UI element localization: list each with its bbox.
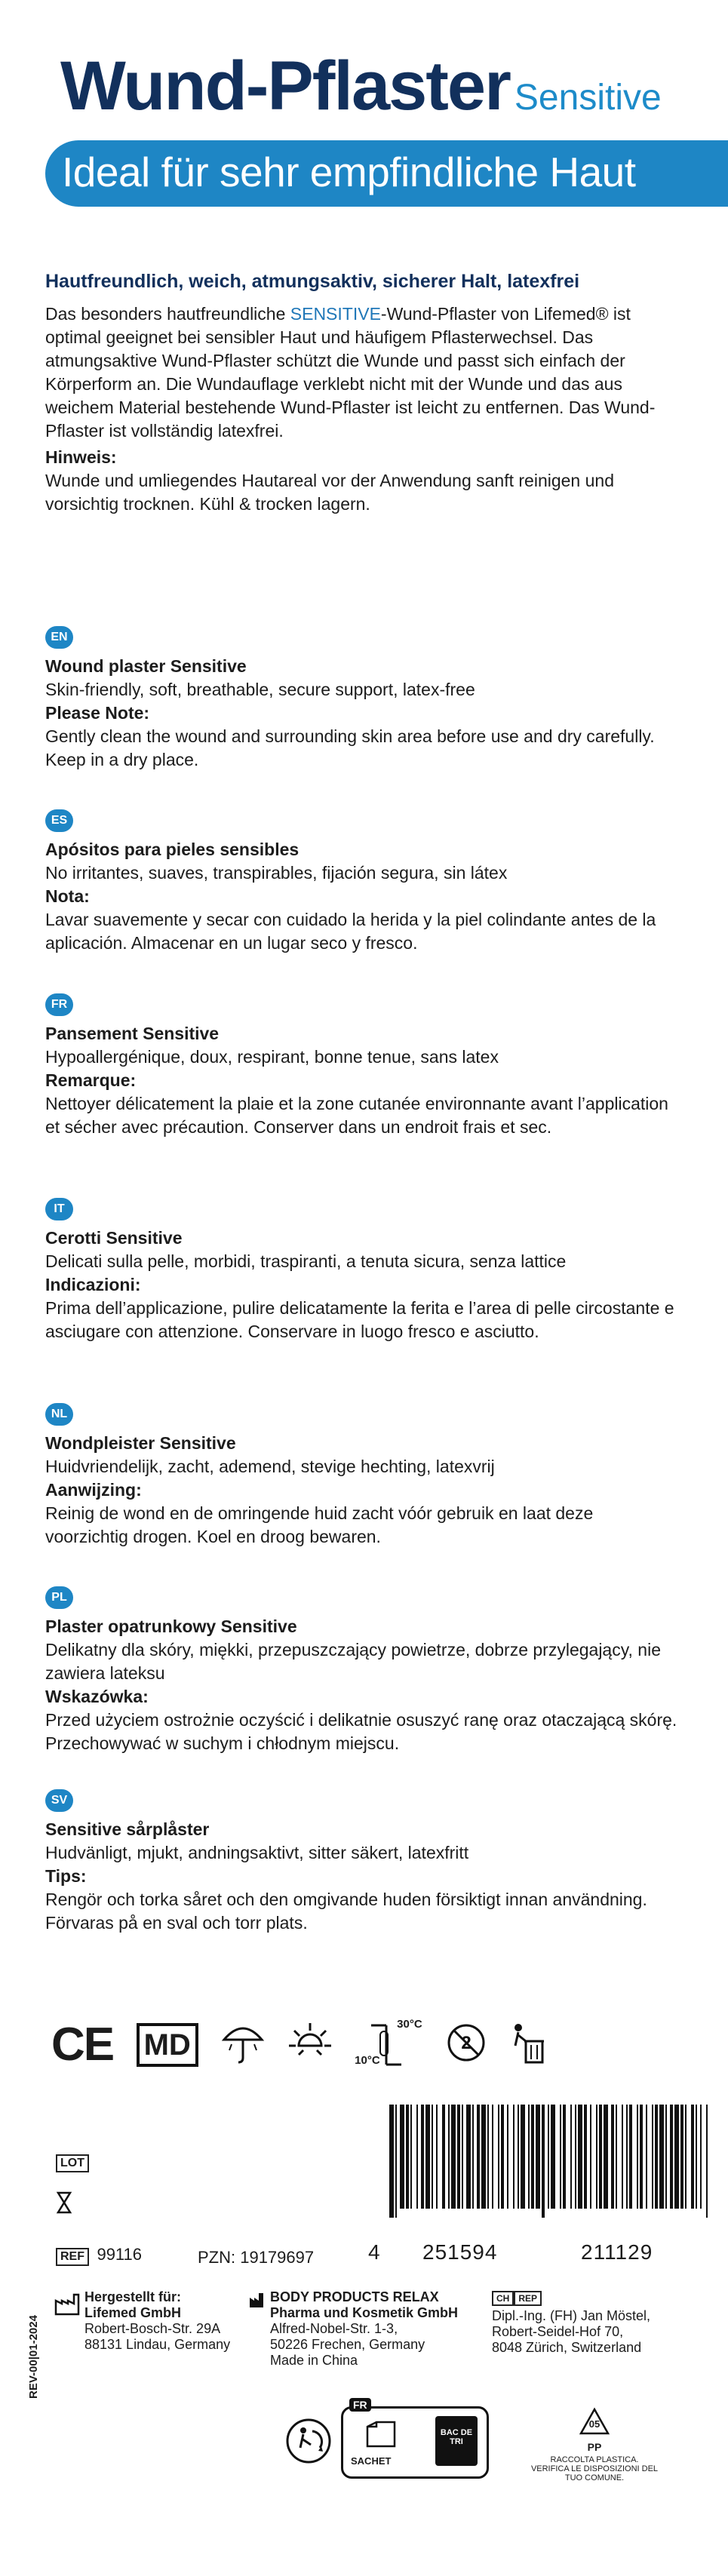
barcode-bar [410, 2105, 412, 2209]
barcode-bar [498, 2105, 499, 2209]
temp-min: 10°C [355, 2053, 380, 2067]
de-lead: Hautfreundlich, weich, atmungsaktiv, sicherer Halt, latexfrei [45, 271, 580, 292]
manufacturer-label: Hergestellt für: [84, 2289, 182, 2304]
lang-badge: FR [45, 993, 73, 1016]
sun-icon [288, 2020, 332, 2069]
lang-section-nl [45, 1403, 679, 1549]
barcode-bar [655, 2105, 658, 2209]
lang-features: Hypoallergénique, doux, respirant, bonne tenue, sans latex [45, 1047, 499, 1067]
sachet-label: SACHET [351, 2455, 392, 2467]
producer-name: BODY PRODUCTS RELAX [270, 2289, 439, 2304]
barcode-bar [685, 2105, 687, 2209]
barcode-bar [659, 2105, 664, 2209]
lot-box: LOT [56, 2154, 89, 2172]
barcode-bar [432, 2105, 433, 2209]
barcode-bar [640, 2105, 643, 2209]
triman-icon [285, 2418, 332, 2468]
manufacturer-street: Robert-Bosch-Str. 29A [84, 2321, 221, 2336]
manufacturer-city: 88131 Lindau, Germany [84, 2337, 231, 2352]
ref-box: REF [56, 2248, 89, 2266]
lang-note: Nettoyer délicatement la plaie et la zone cutanée environnante avant l’application et sécher avec précaution. Conserver dans un endroit frais et sec. [45, 1094, 668, 1137]
barcode-bar [626, 2105, 628, 2209]
recycling-note-3: TUO COMUNE. [564, 2473, 625, 2482]
barcode-bar [611, 2105, 614, 2209]
barcode-bar [622, 2105, 623, 2209]
lang-product-name: Apósitos para pieles sensibles [45, 840, 299, 859]
lang-note-label: Please Note: [45, 703, 150, 723]
ch-rep-badge [492, 2291, 542, 2306]
sorting-bin-icon [435, 2416, 478, 2466]
barcode-bar [584, 2105, 587, 2209]
svg-text:2: 2 [460, 2033, 472, 2053]
barcode-bar [395, 2105, 397, 2218]
de-section [45, 270, 679, 516]
lang-note-label: Wskazówka: [45, 1687, 149, 1706]
hourglass-icon [56, 2191, 72, 2218]
temp-max: 30°C [397, 2017, 422, 2031]
revision: REV-00|01-2024 [27, 2315, 40, 2399]
barcode-bar [425, 2105, 430, 2209]
recycling-note [511, 2455, 677, 2482]
de-note-label: Hinweis: [45, 447, 117, 467]
barcode-bar [442, 2105, 445, 2209]
barcode-bar [551, 2105, 555, 2209]
lang-note: Gently clean the wound and surrounding skin area before use and dry carefully. Keep in a dry place. [45, 726, 655, 769]
barcode-bar [575, 2105, 576, 2209]
material-code: PP [587, 2441, 602, 2453]
manufacturer-block [84, 2289, 230, 2353]
barcode-bar [637, 2105, 638, 2209]
lang-badge: IT [45, 1198, 73, 1220]
lang-note: Przed użyciem ostrożnie oczyścić i delikatnie osuszyć ranę oraz otaczającą skórę. Przechowywać w suchym i chłodnym miejscu. [45, 1710, 677, 1753]
barcode-digits-right: 211129 [581, 2240, 653, 2264]
sorting-info [341, 2399, 489, 2479]
representative-name: Dipl.-Ing. (FH) Jan Möstel, [492, 2308, 651, 2323]
representative-block [492, 2308, 650, 2356]
lang-note: Rengör och torka såret och den omgivande huden försiktigt innan användning. Förvaras på en sval och torr plats. [45, 1890, 647, 1933]
lang-section-en [45, 626, 679, 772]
tagline: Ideal für sehr empfindliche Haut [62, 149, 636, 195]
temperature-limit-icon [355, 2017, 422, 2069]
producer-origin: Made in China [270, 2353, 358, 2368]
producer-city: 50226 Frechen, Germany [270, 2337, 425, 2352]
barcode-bar [652, 2105, 653, 2209]
lang-badge: SV [45, 1789, 73, 1812]
barcode-bar [570, 2105, 572, 2209]
de-intro-after: -Wund-Pflaster von Lifemed® ist optimal geeignet bei sensibler Haut und häufigem Pflasterwechsel. Das atmungsaktive Wund-Pflaster schützt die Wunde und passt sich einfach der Körperform an. Die Wundauflage verklebt nicht mit der Wunde und das aus weichem Material bestehende Wund-Pflaster ist leicht zu entfernen. Das Wund-Pflaster ist vollständig latexfrei. [45, 304, 656, 441]
lang-features: Skin-friendly, soft, breathable, secure support, latex-free [45, 680, 475, 699]
producer-company: Pharma und Kosmetik GmbH [270, 2305, 459, 2320]
lang-product-name: Pansement Sensitive [45, 1024, 220, 1043]
title-main: Wund-Pflaster [60, 48, 510, 124]
barcode-bar [492, 2105, 493, 2209]
barcode-bar [462, 2105, 463, 2209]
barcode-bar [560, 2105, 561, 2209]
umbrella-icon [221, 2020, 265, 2069]
barcode-bar [616, 2105, 617, 2209]
lang-section-it [45, 1198, 679, 1343]
lang-note: Prima dell’applicazione, pulire delicatamente la ferita e l’area di pelle circostante e asciugare con attenzione. Conservare in luogo fresco e asciutto. [45, 1298, 674, 1341]
producer-block [270, 2289, 458, 2369]
barcode-bar [590, 2105, 591, 2209]
barcode-bar [646, 2105, 647, 2209]
ref-value: 99116 [97, 2245, 142, 2264]
de-note: Wunde und umliegendes Hautareal vor der Anwendung sanft reinigen und vorsichtig trocknen. Kühl & trocken lagern. [45, 471, 614, 514]
barcode-bar [389, 2105, 394, 2218]
barcode-bar [416, 2105, 418, 2209]
barcode-bar [477, 2105, 480, 2209]
barcode-bar [670, 2105, 673, 2209]
lang-features: No irritantes, suaves, transpirables, fijación segura, sin látex [45, 863, 508, 883]
barcode-bar [604, 2105, 608, 2209]
de-intro-highlight: SENSITIVE [290, 304, 381, 324]
lang-note-label: Aanwijzing: [45, 1480, 142, 1500]
barcode-bar [513, 2105, 515, 2209]
recycling-note-1: RACCOLTA PLASTICA. [550, 2455, 639, 2464]
barcode-bar [578, 2105, 582, 2209]
md-mark: MD [137, 2023, 198, 2067]
barcode-bar [542, 2105, 545, 2218]
barcode-bar [518, 2105, 519, 2209]
lang-note-label: Nota: [45, 886, 90, 906]
rep-box: REP [514, 2291, 542, 2306]
lang-features: Huidvriendelijk, zacht, ademend, stevige hechting, latexvrij [45, 1457, 495, 1476]
lang-note-label: Remarque: [45, 1070, 137, 1090]
lang-product-name: Wondpleister Sensitive [45, 1433, 236, 1453]
barcode-bar [536, 2105, 540, 2209]
bin-label: BAC DE TRI [440, 2428, 473, 2446]
lang-section-pl [45, 1586, 679, 1755]
dispose-in-bin-icon [509, 2020, 547, 2069]
fr-label: FR [349, 2398, 371, 2412]
de-intro-before: Das besonders hautfreundliche [45, 304, 290, 324]
resin-code: 05 [588, 2418, 601, 2430]
manufacturer-icon [54, 2293, 80, 2320]
product-title [60, 47, 662, 126]
barcode-bar [706, 2105, 708, 2218]
barcode-bar [451, 2105, 456, 2209]
barcode-bar [691, 2105, 694, 2209]
barcode-bar [563, 2105, 566, 2209]
barcode-bar [507, 2105, 508, 2209]
barcode-bar [596, 2105, 597, 2209]
recycling-note-2: VERIFICA LE DISPOSIZIONI DEL [530, 2464, 659, 2473]
lang-section-es [45, 809, 679, 955]
barcode-bar [457, 2105, 460, 2209]
lang-product-name: Wound plaster Sensitive [45, 656, 247, 676]
barcode-bar [521, 2105, 525, 2209]
barcode-bar [528, 2105, 530, 2209]
lang-badge: EN [45, 626, 73, 649]
lot-label [56, 2154, 89, 2172]
ref-line [56, 2245, 142, 2266]
barcode-bar [531, 2105, 534, 2209]
barcode-bar [436, 2105, 438, 2209]
barcode-bar [487, 2105, 489, 2209]
barcode-bar [599, 2105, 602, 2209]
lang-note: Lavar suavemente y secar con cuidado la herida y la piel colindante antes de la aplicación. Almacenar en un lugar seco y fresco. [45, 910, 656, 953]
representative-city: 8048 Zürich, Switzerland [492, 2340, 642, 2355]
barcode-digit-prefix: 4 [368, 2240, 381, 2264]
barcode-bar [472, 2105, 474, 2209]
title-suffix: Sensitive [514, 78, 662, 118]
representative-street: Robert-Seidel-Hof 70, [492, 2324, 624, 2339]
lang-badge: ES [45, 809, 73, 832]
barcode-bar [665, 2105, 667, 2209]
lang-section-fr [45, 993, 679, 1139]
producer-street: Alfred-Nobel-Str. 1-3, [270, 2321, 398, 2336]
lang-note-label: Tips: [45, 1866, 87, 1886]
barcode-bar [466, 2105, 471, 2209]
do-not-reuse-icon [446, 2022, 487, 2067]
barcode-bar [696, 2105, 697, 2209]
lang-badge: PL [45, 1586, 73, 1609]
barcode-bar [406, 2105, 409, 2209]
pzn: PZN: 19179697 [198, 2248, 315, 2267]
barcode-bar [674, 2105, 679, 2209]
barcode-bar [700, 2105, 702, 2209]
lang-note: Reinig de wond en de omringende huid zacht vóór gebruik en laat deze voorzichtig drogen. Koel en droog bewaren. [45, 1503, 594, 1546]
lang-product-name: Plaster opatrunkowy Sensitive [45, 1617, 297, 1636]
tagline-band [45, 140, 728, 207]
lang-features: Hudvänligt, mjukt, andningsaktivt, sitter säkert, latexfritt [45, 1843, 469, 1862]
barcode-bar [548, 2105, 549, 2209]
lang-product-name: Sensitive sårplåster [45, 1819, 210, 1839]
de-intro [45, 302, 679, 443]
barcode-bar [448, 2105, 450, 2209]
manufacturer-name: Lifemed GmbH [84, 2305, 182, 2320]
barcode-bar [400, 2105, 404, 2209]
sachet-icon [364, 2419, 398, 2449]
ce-mark: CE [51, 2019, 114, 2071]
barcode-bar [501, 2105, 504, 2209]
symbol-row [51, 2018, 567, 2071]
barcode-bar [680, 2105, 683, 2209]
barcode-bar [481, 2105, 486, 2209]
barcode-bar [421, 2105, 424, 2209]
lang-product-name: Cerotti Sensitive [45, 1228, 183, 1248]
lang-note-label: Indicazioni: [45, 1275, 141, 1294]
barcode-bar [629, 2105, 632, 2209]
ch-box: CH [492, 2291, 514, 2306]
barcode-digits-left: 251594 [422, 2240, 498, 2264]
lang-features: Delikatny dla skóry, miękki, przepuszczający powietrze, dobrze przylegający, nie zawiera lateksu [45, 1640, 661, 1683]
factory-icon [249, 2292, 267, 2312]
lang-features: Delicati sulla pelle, morbidi, traspiranti, a tenuta sicura, senza lattice [45, 1251, 567, 1271]
lang-badge: NL [45, 1403, 73, 1426]
barcode [386, 2105, 711, 2218]
lang-section-sv [45, 1789, 679, 1935]
